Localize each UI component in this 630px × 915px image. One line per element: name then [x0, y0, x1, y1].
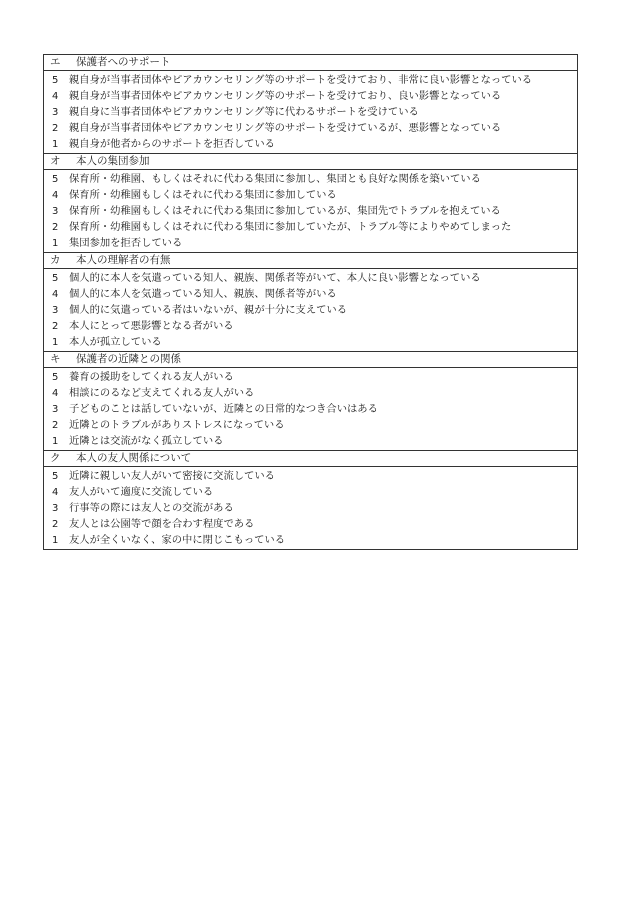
- item-score: 2: [52, 519, 59, 530]
- section-code: エ: [50, 56, 61, 68]
- section-items: [44, 368, 577, 451]
- list-item: [44, 72, 577, 88]
- item-text: 友人が全くいなく、家の中に閉じこもっている: [69, 534, 286, 546]
- item-text: 個人的に気遣っている者はいないが、親が十分に支えている: [69, 304, 348, 316]
- item-text: 相談にのるなど支えてくれる友人がいる: [69, 387, 255, 399]
- item-text: 近隣とは交流がなく孤立している: [69, 435, 224, 447]
- item-text: 親自身が当事者団体やピアカウンセリング等のサポートを受けているが、悪影響となっている: [69, 122, 502, 134]
- list-item: [44, 500, 577, 516]
- list-item: [44, 270, 577, 286]
- list-item: [44, 203, 577, 219]
- item-text: 保育所・幼稚園もしくはそれに代わる集団に参加している: [69, 189, 337, 201]
- item-text: 本人が孤立している: [69, 336, 162, 348]
- item-text: 保育所・幼稚園もしくはそれに代わる集団に参加していたが、トラブル等によりやめてしまった: [69, 221, 512, 233]
- item-score: 1: [52, 139, 59, 150]
- item-text: 本人にとって悪影響となる者がいる: [69, 320, 234, 332]
- list-item: [44, 88, 577, 104]
- list-item: [44, 171, 577, 187]
- item-score: 5: [52, 174, 59, 185]
- section-neighbor-relations: [44, 352, 577, 451]
- section-code: カ: [50, 254, 61, 266]
- item-score: 3: [52, 107, 59, 118]
- item-score: 5: [52, 471, 59, 482]
- item-score: 2: [52, 420, 59, 431]
- section-title: 保護者へのサポート: [76, 56, 171, 68]
- list-item: [44, 104, 577, 120]
- item-score: 2: [52, 123, 59, 134]
- item-text: 集団参加を拒否している: [69, 237, 183, 249]
- section-header: [44, 154, 577, 170]
- section-group-participation: [44, 154, 577, 253]
- list-item: [44, 318, 577, 334]
- section-items: [44, 170, 577, 253]
- list-item: [44, 468, 577, 484]
- item-score: 5: [52, 75, 59, 86]
- item-score: 4: [52, 91, 59, 102]
- item-score: 2: [52, 321, 59, 332]
- section-title: 本人の集団参加: [76, 155, 150, 167]
- item-score: 4: [52, 487, 59, 498]
- list-item: [44, 219, 577, 235]
- list-item: [44, 516, 577, 532]
- item-score: 3: [52, 503, 59, 514]
- item-score: 3: [52, 305, 59, 316]
- item-score: 2: [52, 222, 59, 233]
- section-code: キ: [50, 353, 61, 365]
- section-items: [44, 269, 577, 352]
- section-title: 保護者の近隣との関係: [76, 353, 181, 365]
- section-items: [44, 71, 577, 154]
- item-score: 1: [52, 238, 59, 249]
- section-title: 本人の理解者の有無: [76, 254, 171, 266]
- section-understanding-person: [44, 253, 577, 352]
- item-score: 3: [52, 404, 59, 415]
- item-text: 子どものことは話していないが、近隣との日常的なつき合いはある: [69, 403, 378, 415]
- list-item: [44, 385, 577, 401]
- item-score: 1: [52, 337, 59, 348]
- list-item: [44, 286, 577, 302]
- item-text: 養育の援助をしてくれる友人がいる: [69, 371, 234, 383]
- item-text: 親自身が当事者団体やピアカウンセリング等のサポートを受けており、非常に良い影響となっている: [69, 74, 533, 86]
- list-item: [44, 235, 577, 251]
- section-title: 本人の友人関係について: [76, 452, 192, 464]
- item-text: 個人的に本人を気遣っている知人、親族、関係者等がいて、本人に良い影響となっている: [69, 272, 481, 284]
- item-text: 親自身に当事者団体やピアカウンセリング等に代わるサポートを受けている: [69, 106, 419, 118]
- list-item: [44, 136, 577, 152]
- list-item: [44, 532, 577, 548]
- section-parent-support: [44, 55, 577, 154]
- item-score: 3: [52, 206, 59, 217]
- item-text: 親自身が他者からのサポートを拒否している: [69, 138, 275, 150]
- item-score: 5: [52, 273, 59, 284]
- section-items: [44, 467, 577, 549]
- section-code: ク: [50, 452, 61, 464]
- item-text: 近隣とのトラブルがありストレスになっている: [69, 419, 285, 431]
- item-text: 保育所・幼稚園、もしくはそれに代わる集団に参加し、集団とも良好な関係を築いている: [69, 173, 481, 185]
- item-text: 近隣に親しい友人がいて密接に交流している: [69, 470, 275, 482]
- item-text: 行事等の際には友人との交流がある: [69, 502, 234, 514]
- section-header: [44, 352, 577, 368]
- item-score: 1: [52, 535, 59, 546]
- list-item: [44, 401, 577, 417]
- list-item: [44, 369, 577, 385]
- item-score: 4: [52, 190, 59, 201]
- section-header: [44, 451, 577, 467]
- list-item: [44, 417, 577, 433]
- item-score: 5: [52, 372, 59, 383]
- list-item: [44, 433, 577, 449]
- list-item: [44, 120, 577, 136]
- list-item: [44, 334, 577, 350]
- section-header: [44, 55, 577, 71]
- list-item: [44, 302, 577, 318]
- section-code: オ: [50, 155, 61, 167]
- item-text: 親自身が当事者団体やピアカウンセリング等のサポートを受けており、良い影響となっている: [69, 90, 502, 102]
- item-text: 友人がいて適度に交流している: [69, 486, 214, 498]
- section-friendships: [44, 451, 577, 549]
- item-score: 4: [52, 289, 59, 300]
- section-header: [44, 253, 577, 269]
- item-score: 1: [52, 436, 59, 447]
- item-score: 4: [52, 388, 59, 399]
- item-text: 個人的に本人を気遣っている知人、親族、関係者等がいる: [69, 288, 337, 300]
- item-text: 友人とは公園等で顔を合わす程度である: [69, 518, 255, 530]
- list-item: [44, 187, 577, 203]
- list-item: [44, 484, 577, 500]
- rating-table: [43, 54, 578, 550]
- item-text: 保育所・幼稚園もしくはそれに代わる集団に参加しているが、集団先でトラブルを抱えている: [69, 205, 501, 217]
